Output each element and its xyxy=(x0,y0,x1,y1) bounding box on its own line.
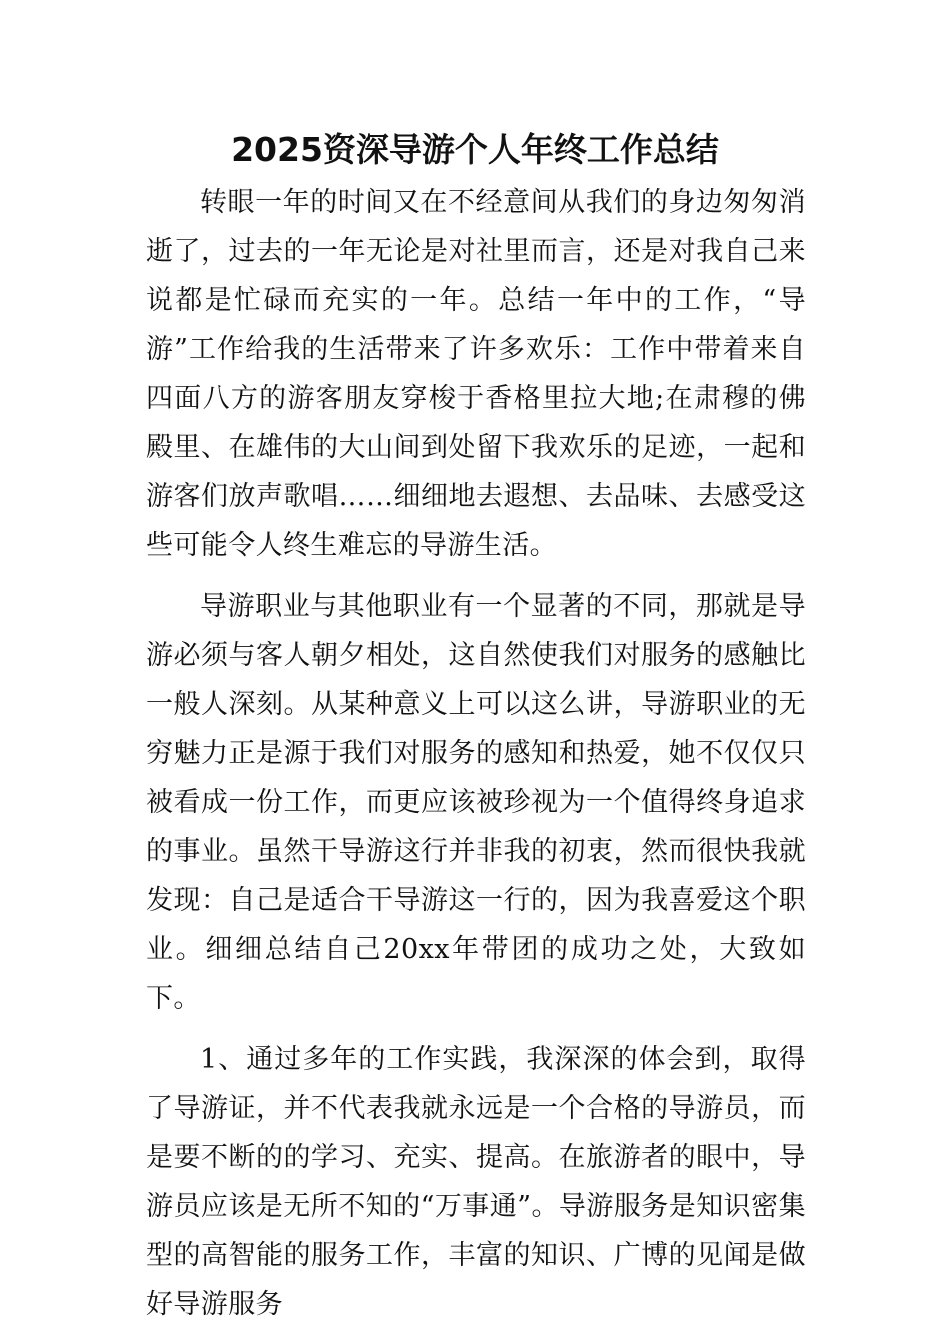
paragraph-3: 1、通过多年的工作实践，我深深的体会到，取得了导游证，并不代表我就永远是一个合格的导游员，而是要不断的的学习、充实、提高。在旅游者的眼中，导游员应该是无所不知的“万事通”。导游服务是知识密集型的高智能的服务工作，丰富的知识、广博的见闻是做好导游服务 xyxy=(146,1044,806,1320)
paragraph-1: 转眼一年的时间又在不经意间从我们的身边匆匆消逝了，过去的一年无论是对社里而言，还是对我自己来说都是忙碌而充实的一年。总结一年中的工作，“导游”工作给我的生活带来了许多欢乐：工作中带着来自四面八方的游客朋友穿梭于香格里拉大地;在肃穆的佛殿里、在雄伟的大山间到处留下我欢乐的足迹，一起和游客们放声歌唱……细细地去遐想、去品味、去感受这些可能令人终生难忘的导游生活。 xyxy=(146,187,806,561)
document-title: 2025资深导游个人年终工作总结 xyxy=(231,130,719,169)
document-body xyxy=(146,178,806,1341)
paragraph-2: 导游职业与其他职业有一个显著的不同，那就是导游必须与客人朝夕相处，这自然使我们对服务的感触比一般人深刻。从某种意义上可以这么讲，导游职业的无穷魅力正是源于我们对服务的感知和热爱，她不仅仅只被看成一份工作，而更应该被珍视为一个值得终身追求的事业。虽然干导游这行并非我的初衷，然而很快我就发现：自己是适合干导游这一行的，因为我喜爱这个职业。细细总结自己20xx年带团的成功之处，大致如下。 xyxy=(146,591,806,1014)
